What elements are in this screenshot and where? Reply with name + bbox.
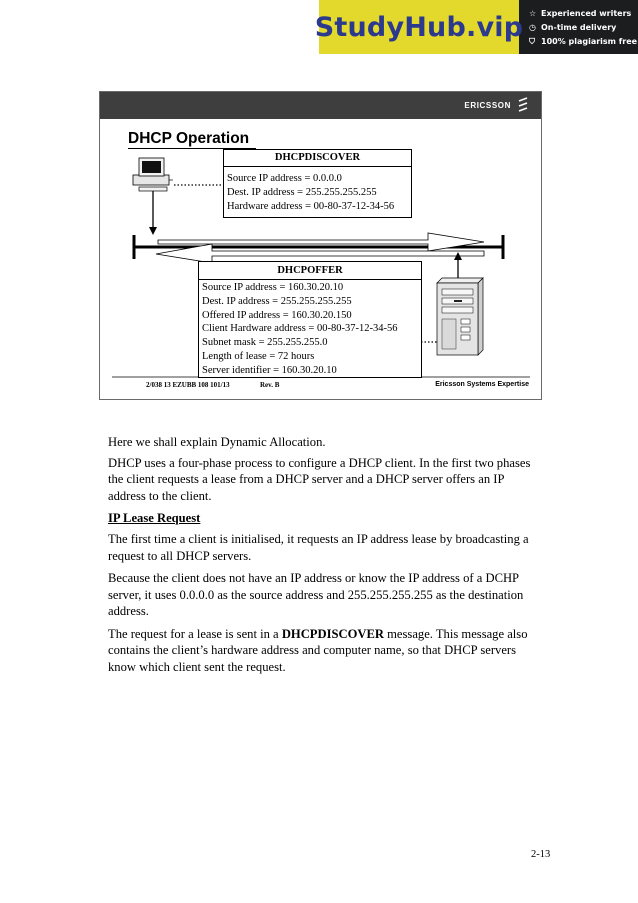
paragraph-text: The request for a lease is sent in a [108,626,282,641]
feature-label: Experienced writers [541,9,632,18]
offer-line: Server identifier = 160.30.20.10 [202,364,337,376]
offer-line: Client Hardware address = 00-80-37-12-34-56 [202,323,398,335]
client-computer-icon [133,158,173,191]
offer-line: Length of lease = 72 hours [202,350,315,362]
page-content [108,434,538,681]
server-tower-icon [437,278,483,355]
section-heading: IP Lease Request [108,511,201,525]
clock-icon: ◷ [529,23,536,32]
slide-footer-revision: Rev. B [260,381,280,389]
feature-label: 100% plagiarism free [541,37,638,46]
feature-experienced-writers [529,7,638,20]
discover-line: Hardware address = 00-80-37-12-34-56 [227,200,395,212]
feature-label: On-time delivery [541,23,617,32]
discover-line: Dest. IP address = 255.255.255.255 [227,186,377,198]
intro-paragraph: Here we shall explain Dynamic Allocation. [108,435,326,449]
offer-line: Offered IP address = 160.30.20.150 [202,309,352,321]
dhcpdiscover-paragraph [108,626,538,676]
star-icon: ☆ [529,9,537,18]
studyhub-logo[interactable] [314,0,524,54]
dhcpdiscover-box [223,149,412,218]
slide-footer-docnumber: 2/038 13 EZUBB 108 101/13 [146,381,230,389]
ericsson-brand: ERICSSON [464,101,511,110]
paragraph-text: message. This message also contains the client’s hardware address and computer name, so that DHCP servers know which client sent the request. [108,626,528,674]
lease-request-paragraph: The first time a client is initialised, it requests an IP address lease by broadcasting a request to all DHCP servers. [108,532,529,563]
slide-title: DHCP Operation [128,130,250,147]
banner-features [529,7,638,49]
source-address-paragraph: Because the client does not have an IP address or know the IP address of a DCHP server, it uses 0.0.0.0 as the source address and 255.255.255.255 as the destination address. [108,571,524,618]
offer-line: Subnet mask = 255.255.255.0 [202,337,328,349]
discover-line: Source IP address = 0.0.0.0 [227,173,342,184]
dhcpoffer-heading: DHCPOFFER [199,262,421,280]
feature-plagiarism-free [529,35,638,48]
shield-icon: ⛉ [529,36,535,46]
feature-on-time-delivery [529,21,638,34]
page-number: 2-13 [531,849,551,860]
dhcpdiscover-heading: DHCPDISCOVER [224,150,411,167]
slide-footer-organisation: Ericsson Systems Expertise [435,381,529,388]
studyhub-banner[interactable] [314,0,638,54]
offer-line: Dest. IP address = 255.255.255.255 [202,295,352,307]
offer-line: Source IP address = 160.30.20.10 [202,282,344,293]
studyhub-logo-text: StudyHub.vip [314,11,524,43]
dhcpdiscover-term: DHCPDISCOVER [281,626,384,641]
overview-paragraph: DHCP uses a four-phase process to configure a DHCP client. In the first two phases the client requests a lease from a DHCP server and a DHCP server offers an IP address to the client. [108,455,531,503]
slide [99,91,542,400]
dhcpoffer-box [198,261,422,378]
